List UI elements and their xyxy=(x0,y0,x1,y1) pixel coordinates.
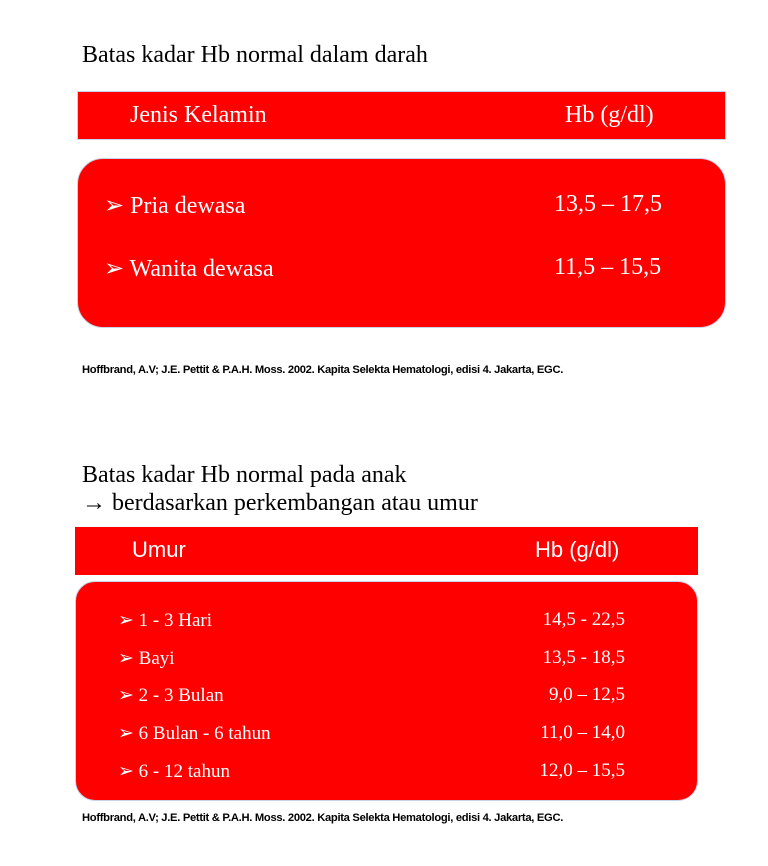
table2-header xyxy=(75,527,698,575)
table1-row-value: 11,5 – 15,5 xyxy=(554,254,662,280)
table2-row-label: ➢ 2 - 3 Bulan xyxy=(118,685,224,706)
table2-row-label: ➢ 1 - 3 Hari xyxy=(118,610,213,631)
table1-header xyxy=(77,91,726,140)
section2-reference: Hoffbrand, A.V; J.E. Pettit & P.A.H. Moss. 2002. Kapita Selekta Hematologi, edisi 4. Jakarta, EGC. xyxy=(82,812,564,824)
table1-row-label: ➢ Pria dewasa xyxy=(104,193,246,219)
table2-row-label: ➢ Bayi xyxy=(118,648,175,669)
table1-header-gender: Jenis Kelamin xyxy=(130,102,267,128)
table2-body xyxy=(75,581,698,801)
table2-row-label: ➢ 6 Bulan - 6 tahun xyxy=(118,723,271,744)
table2-row-value: 11,0 – 14,0 xyxy=(540,722,625,743)
table2-row-value: 9,0 – 12,5 xyxy=(549,684,625,705)
table1-row-label: ➢ Wanita dewasa xyxy=(104,256,274,282)
section1-reference: Hoffbrand, A.V; J.E. Pettit & P.A.H. Moss. 2002. Kapita Selekta Hematologi, edisi 4. Jakarta, EGC. xyxy=(82,364,564,376)
table2-header-age: Umur xyxy=(132,537,186,562)
table1-row-value: 13,5 – 17,5 xyxy=(554,191,662,217)
section1-title: Batas kadar Hb normal dalam darah xyxy=(82,42,428,68)
table2-row-value: 13,5 - 18,5 xyxy=(542,647,625,668)
section2-title-line2: → berdasarkan perkembangan atau umur xyxy=(82,490,478,516)
table1-body xyxy=(77,158,726,328)
table2-header-hb: Hb (g/dl) xyxy=(535,537,620,562)
table2-row-label: ➢ 6 - 12 tahun xyxy=(118,761,230,782)
section2-title-line1: Batas kadar Hb normal pada anak xyxy=(82,462,407,488)
table2-row-value: 12,0 – 15,5 xyxy=(539,760,625,781)
table1-header-hb: Hb (g/dl) xyxy=(565,102,654,128)
table2-row-value: 14,5 - 22,5 xyxy=(542,609,625,630)
